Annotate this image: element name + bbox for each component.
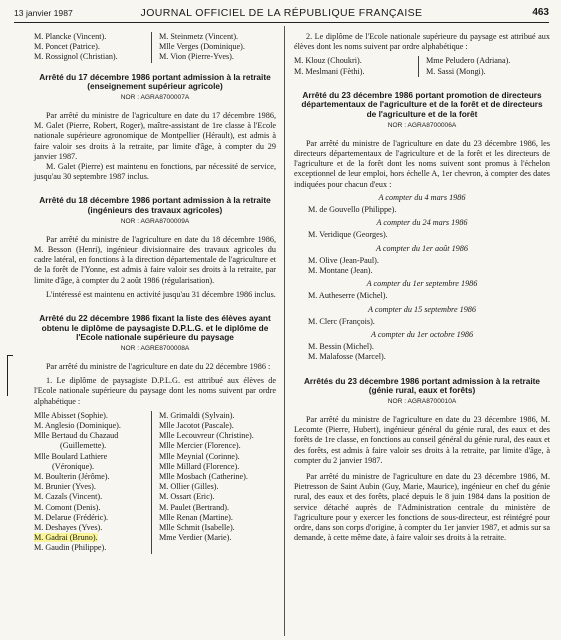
list-item: Mme Verdier (Marie).	[159, 533, 232, 543]
article-title: Arrêté du 23 décembre 1986 portant promotion de directeurs départementaux de l'agriculture et de la forêt et de directeurs de l'agriculture et de la forêt	[301, 89, 543, 119]
article-paragraph: Par arrêté du ministre de l'agriculture en date du 17 décembre 1986, M. Galet (Pierre, Robert, Roger), maître-assistant de 1re classe à l'Ecole nationale supérieure agronomique de Montpellier (Hérault), est admis à faire valoir ses droits à la retraite, par limite d'âge, à compter du 29 janvier 1987.	[34, 111, 276, 161]
list-item: M. Poncet (Patrice).	[34, 42, 100, 52]
name-list-top-a	[34, 32, 151, 63]
list-item: M. Bessin (Michel).	[308, 342, 374, 352]
diploma-name-list-b	[151, 411, 276, 554]
nor-reference: NOR : AGRE8700008A	[120, 344, 190, 352]
header-rule	[14, 22, 549, 23]
list-item: M. Klouz (Choukri).	[294, 56, 362, 66]
diploma-name-list-2-b	[418, 56, 550, 76]
list-item: Mlle Schmit (Isabelle).	[159, 523, 235, 533]
list-item: M. Comont (Denis).	[34, 502, 101, 512]
list-item: Mlle Bertaud du Chazaud	[34, 431, 119, 441]
list-item: M. Brunier (Yves).	[34, 482, 96, 492]
list-item: (Véronique).	[52, 461, 95, 471]
diploma-name-list-a	[34, 411, 151, 554]
diploma-name-list	[34, 411, 276, 554]
article-paragraph: 1. Le diplôme de paysagiste D.P.L.G. est attribué aux élèves de l'Ecole nationale supérieure du paysage dont les noms suivent par ordre alphabétique :	[34, 376, 276, 406]
list-item: M. Paulet (Bertrand).	[159, 502, 230, 512]
effective-date: A compter du 1er octobre 1986	[370, 330, 474, 340]
list-item: M. Cazals (Vincent).	[34, 492, 103, 502]
effective-date: A compter du 4 mars 1986	[378, 192, 466, 202]
list-item-highlighted: M. Gadrai (Bruno).	[34, 533, 98, 543]
article-title: Arrêté du 17 décembre 1986 portant admission à la retraite (enseignement supérieur agricole)	[39, 71, 271, 92]
effective-date: A compter du 1er août 1986	[376, 243, 468, 253]
list-item: M. Vion (Pierre-Yves).	[159, 52, 234, 62]
article-paragraph: 2. Le diplôme de l'Ecole nationale supérieure du paysage est attribué aux élèves dont les noms suivent par ordre alphabétique :	[294, 32, 550, 52]
list-item: M. Grimaldi (Sylvain).	[159, 410, 235, 420]
list-item: M. Ollier (Gilles).	[159, 482, 219, 492]
list-item: M. Meslmani (Fèthi).	[294, 66, 365, 76]
list-item: M. de Gouvello (Philippe).	[308, 205, 397, 215]
list-item: Mlle Renan (Martine).	[159, 512, 233, 522]
list-item: Mme Peludero (Adriana).	[426, 56, 511, 66]
list-item: M. Olive (Jean-Paul).	[308, 255, 379, 265]
list-item: Mlle Abisset (Sophie).	[34, 410, 108, 420]
list-item: M. Autheserre (Michel).	[308, 291, 388, 301]
list-item: Mlle Lecouvreur (Christine).	[159, 431, 254, 441]
list-item: M. Ossart (Eric).	[159, 492, 215, 502]
nor-reference: NOR : AGRA8700007A	[120, 93, 190, 101]
list-item: M. Malafosse (Marcel).	[308, 352, 386, 362]
article-paragraph: Par arrêté du ministre de l'agriculture en date du 23 décembre 1986, M. Pietresson de Saint Aubin (Guy, Marie, Maurice), ingénieur en chef du génie rural, des eaux et des forêts, placé depuis le 8 juin 1984 dans la position de service détaché auprès de l'Administration centrale du ministère de l'agriculture pour y exercer les fonctions de sous-directeur, est réintégré pour ordre, dans son corps d'origine, à compter du 1er janvier 1987, et admis sur sa demande, à cette même date, à faire valoir ses droits à la retraite.	[294, 472, 550, 543]
left-column	[34, 32, 276, 554]
list-item: Mlle Mosbach (Catherine).	[159, 472, 248, 482]
list-item: M. Deshayes (Yves).	[34, 523, 103, 533]
diploma-name-list-2	[294, 56, 550, 76]
nor-reference: NOR : AGRA8700010A	[387, 397, 457, 405]
article-paragraph: Par arrêté du ministre de l'agriculture en date du 23 décembre 1986, M. Lecomte (Pierre, Hubert), ingénieur général du génie rural, des eaux et des forêts de 1re classe, en fonctions au conseil général du génie rural, des eaux et des forêts, est admis à faire valoir ses droits à la retraite, par limite d'âge, à compter du 2 janvier 1987.	[294, 415, 550, 465]
article-paragraph: L'intéressé est maintenu en activité jusqu'au 31 décembre 1986 inclus.	[46, 289, 276, 299]
list-item: M. Sassi (Mongi).	[426, 66, 486, 76]
article-title: Arrêtés du 23 décembre 1986 portant admission à la retraite (génie rural, eaux et forêts)	[303, 375, 541, 396]
list-item: M. Steinmetz (Vincent).	[159, 32, 239, 41]
list-item: M. Delarue (Frédéric).	[34, 512, 109, 522]
list-item: M. Montane (Jean).	[308, 266, 373, 276]
effective-date: A compter du 24 mars 1986	[376, 218, 468, 228]
page-number: 463	[532, 7, 549, 18]
margin-bracket-mark	[7, 355, 13, 396]
name-list-top-b	[151, 32, 276, 63]
article-paragraph: M. Galet (Pierre) est maintenu en fonctions, par nécessité de service, jusqu'au 30 septembre 1987 inclus.	[34, 162, 276, 182]
header-title: JOURNAL OFFICIEL DE LA RÉPUBLIQUE FRANÇAISE	[140, 7, 423, 19]
article-paragraph: Par arrêté du ministre de l'agriculture en date du 22 décembre 1986 :	[46, 362, 271, 372]
column-rule	[284, 26, 285, 636]
list-item: M. Boulterin (Jérôme).	[34, 472, 110, 482]
list-item: Mlle Verges (Dominique).	[159, 42, 245, 52]
list-item: Mlle Millard (Florence).	[159, 461, 240, 471]
effective-date: A compter du 1er septembre 1986	[366, 279, 478, 289]
list-item: (Guillemette).	[60, 441, 107, 451]
page-header	[14, 6, 549, 20]
article-paragraph: Par arrêté du ministre de l'agriculture en date du 23 décembre 1986, les directeurs départementaux de l'agriculture et de la forêt et les directeurs de l'agriculture et de la forêt dont les noms suivent sont promus à l'échelon exceptionnel de leur emploi, hors échelle A, 1er chevron, à compter des dates indiquées pour chacun d'eux :	[294, 138, 550, 189]
article-title: Arrêté du 22 décembre 1986 fixant la liste des élèves ayant obtenu le diplôme de paysagiste D.P.L.G. et le diplôme de l'Ecole nationale supérieure du paysage	[39, 313, 271, 343]
effective-date: A compter du 15 septembre 1986	[367, 304, 476, 314]
right-column	[294, 32, 550, 543]
list-item: M. Clerc (François).	[308, 316, 375, 326]
list-item: M. Plancke (Vincent).	[34, 32, 107, 41]
diploma-name-list-2-a	[294, 56, 418, 76]
article-title: Arrêté du 18 décembre 1986 portant admission à la retraite (ingénieurs des travaux agricoles)	[39, 195, 271, 216]
list-item: M. Anglesio (Dominique).	[34, 421, 121, 431]
header-date: 13 janvier 1987	[14, 8, 73, 18]
name-list-top	[34, 32, 276, 63]
list-item: Mlle Mercier (Florence).	[159, 441, 241, 451]
list-item: Mlle Jacotot (Pascale).	[159, 421, 234, 431]
list-item: Mlle Boulard Lathiere	[34, 451, 108, 461]
list-item: M. Rossignol (Christian).	[34, 52, 118, 62]
list-item: M. Gaudin (Philippe).	[34, 543, 107, 553]
nor-reference: NOR : AGRA8700009A	[120, 217, 190, 225]
nor-reference: NOR : AGRA8700006A	[387, 121, 457, 129]
list-item: M. Veridique (Georges).	[308, 230, 388, 240]
list-item: Mlle Meynial (Corinne).	[159, 451, 240, 461]
article-paragraph: Par arrêté du ministre de l'agriculture en date du 18 décembre 1986, M. Besson (Henri), ingénieur divisionnaire des travaux agricoles du cadre latéral, en fonctions à la direction départementale de l'agriculture et de la forêt de l'Yonne, est admis à faire valoir ses droits à la retraite, par limite d'âge, à compter du 2 août 1986 (régularisation).	[34, 234, 276, 285]
